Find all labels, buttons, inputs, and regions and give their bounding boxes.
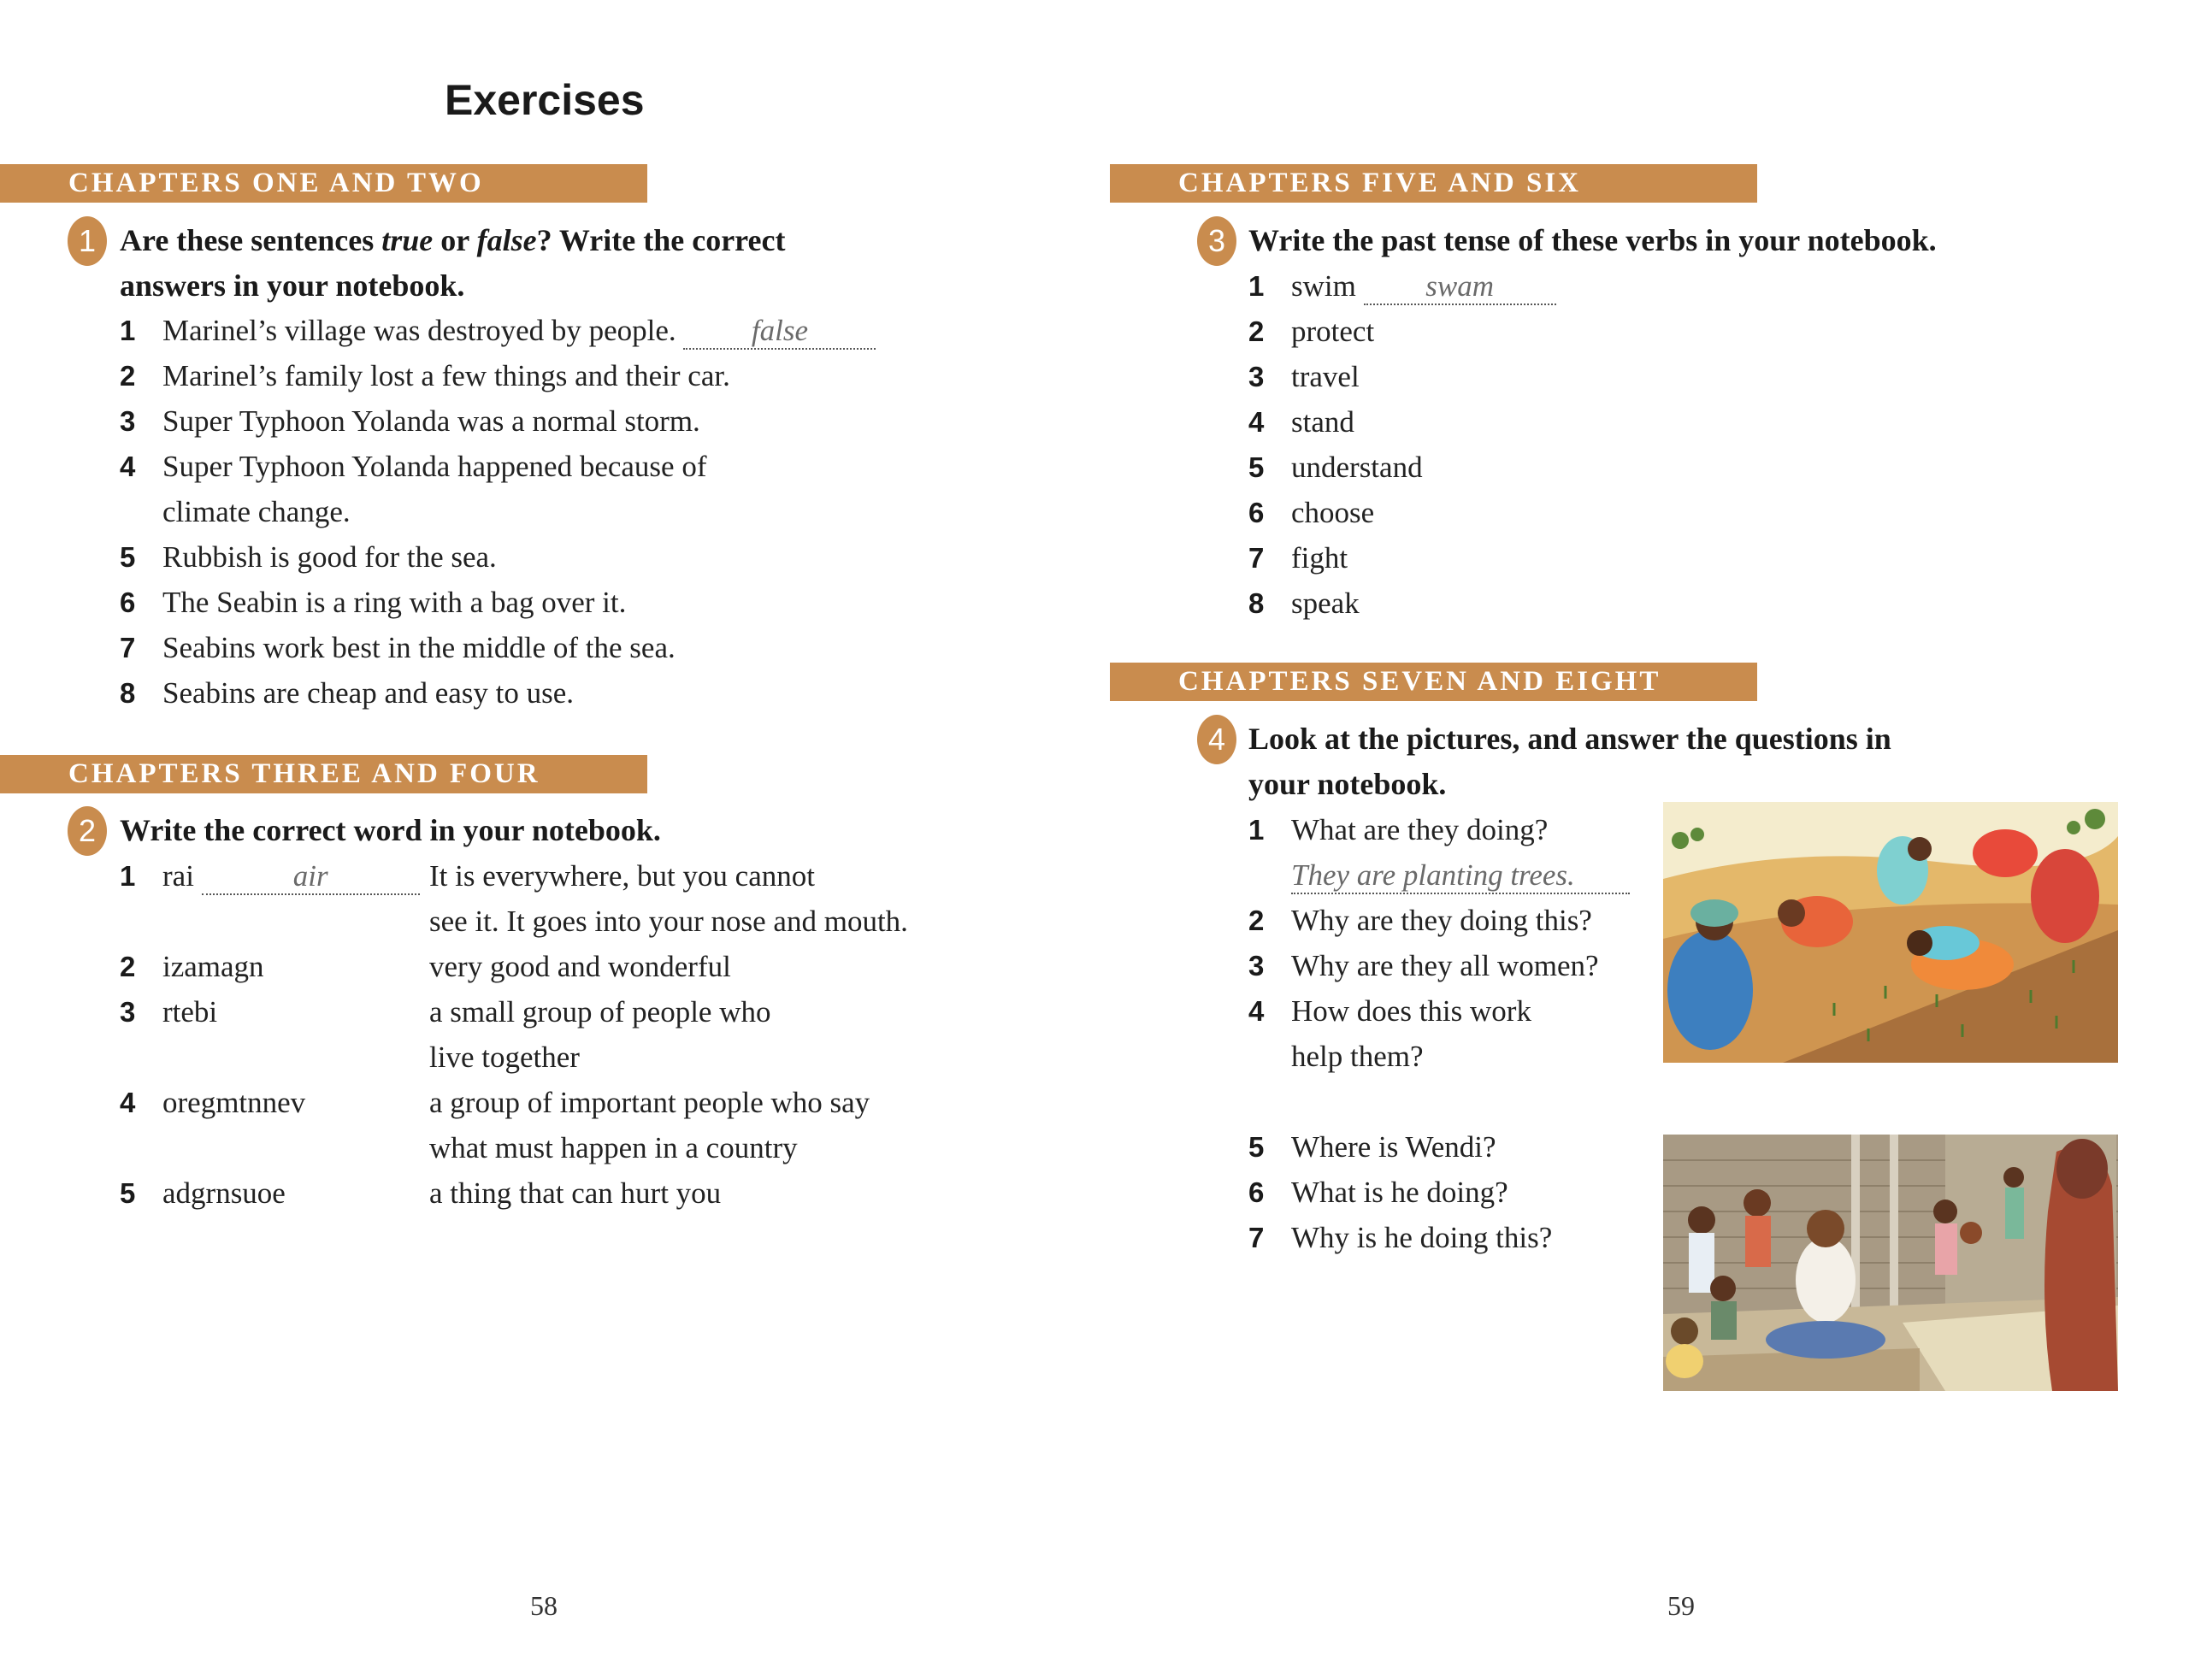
item-number: 7 [1248,542,1265,574]
item-number: 6 [120,587,136,618]
item-number: 3 [1248,950,1265,981]
item-number: 2 [120,951,136,982]
list-item: Marinel’s family lost a few things and their car. [162,359,730,392]
verb-item: choose [1291,496,1375,529]
definition-continuation: live together [429,1040,580,1074]
scrambled-word: adgrnsuoe [162,1176,286,1210]
example-answer-row [1291,852,1630,898]
definition-continuation: see it. It goes into your nose and mouth. [429,905,908,938]
illustration-women-planting-trees [1663,802,2118,1063]
verb-item: protect [1291,315,1375,348]
scrambled-word: rtebi [162,995,218,1029]
item-number: 1 [120,315,136,346]
porch-scene-image [1663,1135,2118,1391]
question: Why are they doing this? [1291,904,1592,937]
left-page [0,0,1094,1680]
section-header-chapters-one-two: CHAPTERS ONE AND TWO [0,164,647,203]
exercise-number-badge: 2 [68,806,107,856]
definition-continuation: what must happen in a country [429,1131,798,1164]
right-page [1094,0,2189,1680]
example-answer: air [202,859,420,895]
item-number: 4 [1248,995,1265,1027]
item-number: 6 [1248,497,1265,528]
item-number: 4 [1248,406,1265,438]
list-item: Rubbish is good for the sea. [162,540,497,574]
verb-item: fight [1291,541,1348,575]
item-number: 1 [1248,270,1265,302]
item-number: 1 [1248,814,1265,846]
item-number: 4 [120,451,136,482]
item-number: 2 [120,360,136,392]
question: Why is he doing this? [1291,1221,1553,1254]
exercise-number-badge: 3 [1197,216,1236,266]
list-item: Super Typhoon Yolanda was a normal storm. [162,404,700,438]
example-answer: swam [1364,269,1556,305]
item-number: 5 [1248,451,1265,483]
definition: It is everywhere, but you cannot [429,859,815,893]
page-number-right: 59 [1667,1590,1695,1621]
verb-item: stand [1291,405,1354,439]
list-item: Seabins are cheap and easy to use. [162,676,575,710]
section-header-chapters-three-four: CHAPTERS THREE AND FOUR [0,755,647,793]
question: Why are they all women? [1291,949,1599,982]
verb-item: speak [1291,587,1360,620]
definition: very good and wonderful [429,950,731,983]
item-number: 6 [1248,1176,1265,1208]
scrambled-word: rai air [162,853,420,899]
question: What are they doing? [1291,813,1549,846]
exercise-3-instruction: Write the past tense of these verbs in your notebook. [1248,223,1937,257]
definition: a group of important people who say [429,1086,870,1119]
exercise-1-instruction: Are these sentences true or false? Write the correct answers in your notebook. [120,223,786,303]
item-number: 4 [120,1087,136,1118]
item-number: 3 [120,405,136,437]
item-number: 2 [1248,315,1265,347]
page-title: Exercises [445,76,645,124]
list-item: Marinel’s village was destroyed by people. false [162,308,876,353]
item-number: 5 [1248,1131,1265,1163]
verb-item: swim swam [1291,263,1556,309]
exercise-number-badge: 4 [1197,715,1236,764]
question: Where is Wendi? [1291,1130,1496,1164]
item-number: 8 [1248,587,1265,619]
item-number: 7 [1248,1222,1265,1253]
list-item: Super Typhoon Yolanda happened because of [162,450,707,483]
verb-item: travel [1291,360,1360,393]
item-number: 2 [1248,905,1265,936]
exercise-number-badge: 1 [68,216,107,266]
question: How does this work [1291,994,1531,1028]
page-number-left: 58 [530,1590,558,1621]
planting-scene-image [1663,802,2118,1063]
item-number: 3 [120,996,136,1028]
item-number: 8 [120,677,136,709]
example-answer: false [683,314,876,350]
item-number: 5 [120,1177,136,1209]
item-number: 1 [120,860,136,892]
illustration-wendi-with-children [1663,1135,2118,1391]
section-header-chapters-seven-eight: CHAPTERS SEVEN AND EIGHT [1110,663,1757,701]
question: What is he doing? [1291,1176,1508,1209]
exercise-2-instruction: Write the correct word in your notebook. [120,813,661,847]
item-number: 5 [120,541,136,573]
scrambled-word: izamagn [162,950,264,983]
item-number: 3 [1248,361,1265,392]
list-item-continuation: climate change. [162,495,351,528]
scrambled-word: oregmtnnev [162,1086,306,1119]
example-answer: They are planting trees. [1291,858,1630,894]
exercise-4-instruction: Look at the pictures, and answer the questions in your notebook. [1248,722,1891,801]
list-item: The Seabin is a ring with a bag over it. [162,586,627,619]
definition: a small group of people who [429,995,771,1029]
item-number: 7 [120,632,136,663]
definition: a thing that can hurt you [429,1176,722,1210]
section-header-chapters-five-six: CHAPTERS FIVE AND SIX [1110,164,1757,203]
list-item: Seabins work best in the middle of the sea. [162,631,676,664]
verb-item: understand [1291,451,1423,484]
question-continuation: help them? [1291,1040,1424,1073]
